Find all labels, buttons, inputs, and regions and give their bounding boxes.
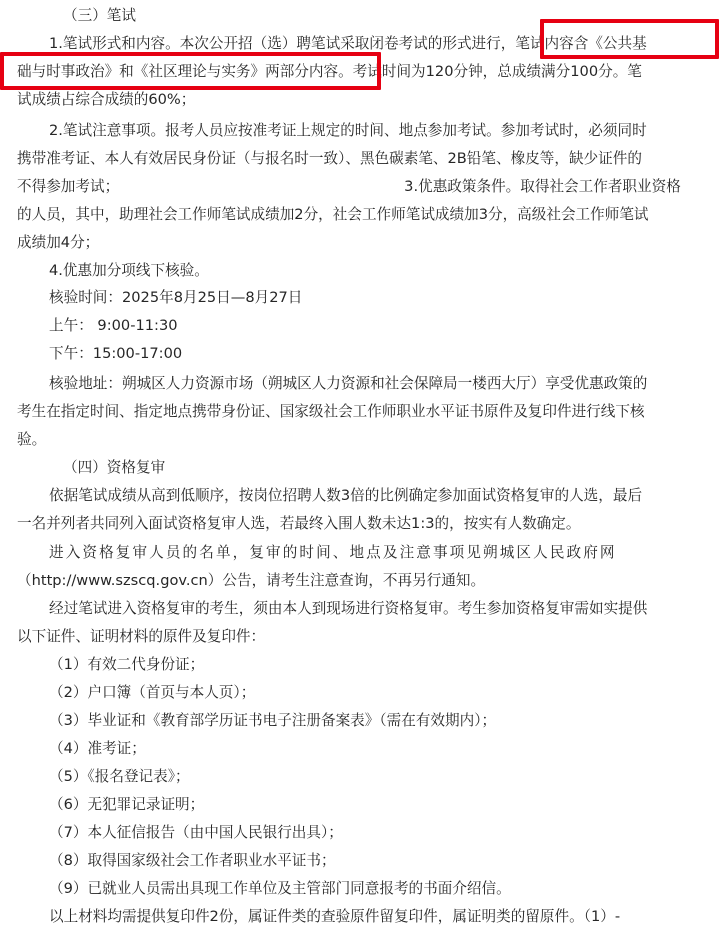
section-heading-qualification-review: （四）资格复审 — [63, 459, 166, 476]
bonus-verify-heading: 4.优惠加分项线下核验。 — [49, 262, 209, 279]
review-basis-line-1: 依据笔试成绩从高到低顺序，按岗位招聘人数3倍的比例确定参加面试资格复审的人选，最后 — [49, 487, 643, 504]
exam-content-text-highlighted-2: 础与时事政治》和《社区理论与实务》两部分内容。 — [17, 63, 353, 80]
verify-address-line-2: 考生在指定时间、指定地点携带身份证、国家级社会工作师职业水平证书原件及复印件进行线下核 — [17, 403, 645, 420]
highlight-box-upper — [540, 19, 719, 59]
bonus-policy-start: 3.优惠政策条件。取得社会工作者职业资格 — [404, 178, 681, 195]
verify-address-line-1: 核验地址：朔城区人力资源市场（朔城区人力资源和社会保障局一楼西大厅）享受优惠政策的 — [49, 375, 648, 392]
exam-notice-end: 不得参加考试； — [17, 178, 120, 195]
exam-notice-line-1: 2.笔试注意事项。报考人员应按准考证上规定的时间、地点参加考试。参加考试时，必须同时 — [49, 122, 647, 139]
list-item: （8）取得国家级社会工作者职业水平证书； — [49, 852, 336, 869]
review-basis-line-2: 一名并列者共同列入面试资格复审人选，若最终入围人数未达1:3的，按实有人数确定。 — [17, 515, 581, 532]
section-heading-written-exam: （三）笔试 — [63, 7, 136, 24]
review-docs-line-1: 经过笔试进入资格复审的考生，须由本人到现场进行资格复审。考生参加资格复审需如实提供 — [49, 600, 648, 617]
list-item: （9）已就业人员需出具现工作单位及主管部门同意报考的书面介绍信。 — [49, 880, 511, 897]
bonus-policy-line-3: 成绩加4分； — [17, 234, 100, 251]
exam-notice-line-3 — [17, 177, 681, 197]
verify-time: 核验时间：2025年8月25日—8月27日 — [49, 289, 303, 306]
review-list-line-2: （http://www.szscq.gov.cn）公告，请考生注意查询，不再另行通知。 — [17, 572, 486, 589]
review-docs-line-2: 以下证件、证明材料的原件及复印件： — [17, 628, 266, 645]
list-item: （4）准考证； — [49, 740, 146, 757]
materials-note: 以上材料均需提供复印件2份，属证件类的查验原件留复印件，属证明类的留原件。（1）- — [49, 908, 621, 925]
verify-address-line-3: 验。 — [17, 431, 47, 448]
list-item: （1）有效二代身份证； — [49, 656, 205, 673]
bonus-policy-line-2: 的人员，其中，助理社会工作师笔试成绩加2分，社会工作师笔试成绩加3分，高级社会工作师笔试 — [17, 206, 649, 223]
list-item: （3）毕业证和《教育部学历证书电子注册备案表》（需在有效期内）； — [49, 712, 497, 729]
verify-morning: 上午： 9:00-11:30 — [49, 317, 178, 334]
list-item: （2）户口簿（首页与本人页）； — [49, 684, 256, 701]
list-item: （5）《报名登记表》； — [49, 768, 190, 785]
exam-form-line-3: 试成绩占综合成绩的60%； — [17, 91, 196, 108]
exam-content-text-highlighted-1: 笔试内容含《公共基 — [515, 35, 647, 52]
exam-notice-line-2: 携带准考证、本人有效居民身份证（与报名时一致）、黑色碳素笔、2B铅笔、橡皮等，缺少证件的 — [17, 150, 642, 167]
review-list-line-1: 进入资格复审人员的名单，复审的时间、地点及注意事项见朔城区人民政府网 — [49, 544, 617, 561]
exam-duration-text: 考试时间为120分钟，总成绩满分100分。笔 — [352, 63, 642, 80]
verify-afternoon: 下午：15:00-17:00 — [49, 345, 183, 362]
list-item: （6）无犯罪记录证明； — [49, 796, 205, 813]
highlight-box-lower — [0, 52, 381, 90]
list-item: （7）本人征信报告（由中国人民银行出具）； — [49, 824, 343, 841]
exam-form-text: 1.笔试形式和内容。本次公开招（选）聘笔试采取闭卷考试的形式进行， — [49, 35, 516, 52]
